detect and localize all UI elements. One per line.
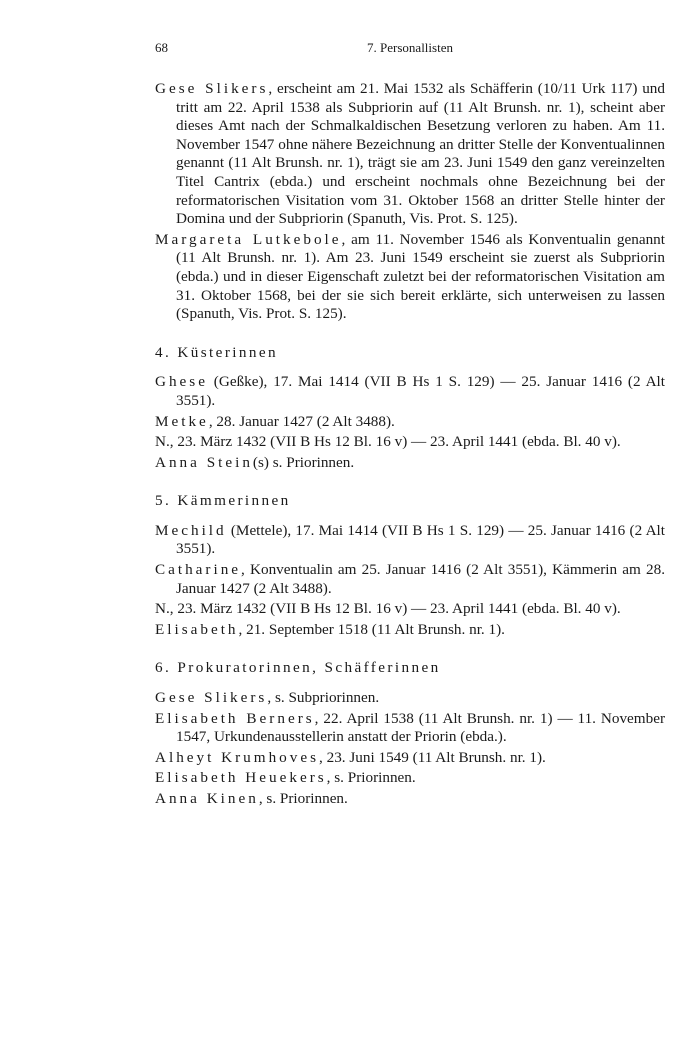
- section-title: 6. Prokuratorinnen, Schäfferinnen: [155, 659, 441, 677]
- list-entry: [155, 433, 665, 452]
- entry-text: , s. Priorinnen.: [258, 790, 348, 807]
- list-entry: [155, 769, 665, 788]
- list-entry: [155, 373, 665, 410]
- entry-name: Gese Slikers: [155, 689, 268, 707]
- entry-name: Alheyt Krumhoves: [155, 748, 319, 766]
- entry-name: Elisabeth Heuekers: [155, 769, 327, 787]
- entry-text: , s. Priorinnen.: [326, 769, 416, 787]
- list-entry: [155, 600, 665, 619]
- entry-text: , 22. April 1538 (11 Alt Brunsh. nr. 1) — 11. November 1547, Urkundenausstellerin anstatt der Priorin (ebda.).: [176, 709, 665, 746]
- running-title: 7. Personallisten: [367, 40, 453, 55]
- section-kuesterinnen: [155, 344, 665, 473]
- list-entry: [155, 80, 665, 229]
- section-title: 5. Kämmerinnen: [155, 492, 291, 510]
- entry-text: , Konventualin am 25. Januar 1416 (2 Alt 3551), Kämmerin am 28. Januar 1427 (2 Alt 3488).: [176, 561, 665, 597]
- entry-text: N., 23. März 1432 (VII B Hs 12 Bl. 16 v) — 23. April 1441 (ebda. Bl. 40 v).: [155, 600, 621, 618]
- entry-name: Ghese: [155, 373, 208, 391]
- page-body: [155, 80, 665, 811]
- list-entry: [155, 561, 665, 598]
- list-entry: [155, 231, 665, 324]
- list-entry: [155, 621, 665, 640]
- list-entry: [155, 522, 665, 559]
- entry-name: Metke: [155, 412, 209, 430]
- entry-text: N., 23. März 1432 (VII B Hs 12 Bl. 16 v) — 23. April 1441 (ebda. Bl. 40 v).: [155, 433, 621, 451]
- entry-name: Margareta Lutkebole: [155, 230, 342, 248]
- page-number: 68: [155, 40, 168, 55]
- section-kaemmerinnen: [155, 492, 665, 639]
- entry-text: , 21. September 1518 (11 Alt Brunsh. nr. 1).: [238, 620, 505, 638]
- entry-text: , 23. Juni 1549 (11 Alt Brunsh. nr. 1).: [319, 748, 546, 766]
- entry-text: , s. Subpriorinnen.: [267, 689, 380, 707]
- entry-text: , 28. Januar 1427 (2 Alt 3488).: [208, 412, 395, 430]
- entry-name: Anna Stein: [155, 453, 253, 471]
- entry-name: Mechild: [155, 521, 227, 539]
- entry-name: Elisabeth Berners: [155, 709, 315, 727]
- list-entry: [155, 689, 665, 708]
- entry-text: , erscheint am 21. Mai 1532 als Schäfferin (10/11 Urk 117) und tritt am 22. April 1538 als Subpriorin auf (11 Alt Brunsh. nr. 1), scheint aber dieses Amt nach der Schmalkaldischen Besetzung verloren zu haben. Am 11. November 1547 ohne nähere Bezeichnung an dritter Stelle der Konventualinnen genannt (11 Alt Brunsh. nr. 1), trägt sie am 23. Juni 1549 den ganz vereinzelten Titel Cantrix (ebda.) und erscheint nochmals ohne Bezeichnung bei der reformatorischen Visitation vom 31. Oktober 1568 an dritter Stelle hinter der Domina und der Subpriorin (Spanuth, Vis. Prot. S. 125).: [176, 80, 665, 228]
- list-entry: [155, 790, 665, 809]
- entry-text: , am 11. November 1546 als Konventualin genannt (11 Alt Brunsh. nr. 1). Am 23. Juni 1549 erscheint sie zuerst als Subpriorin (ebda.) und in dieser Eigenschaft zuletzt bei der reformatorischen Visitation am 31. Oktober 1568, bei der sie sich bereit erklärte, sich unterweisen zu lassen (Spanuth, Vis. Prot. S. 125).: [176, 230, 665, 323]
- entry-name: Anna Kinen: [155, 790, 259, 807]
- section-prokuratorinnen: [155, 659, 665, 808]
- list-entry: [155, 454, 665, 473]
- list-entry: [155, 710, 665, 747]
- page-header: [155, 40, 665, 60]
- entry-name: Elisabeth: [155, 620, 239, 638]
- entry-name: Catharine: [155, 561, 242, 579]
- entry-text: (Mettele), 17. Mai 1414 (VII B Hs 1 S. 129) — 25. Januar 1416 (2 Alt 3551).: [176, 521, 665, 558]
- entry-text: (Geßke), 17. Mai 1414 (VII B Hs 1 S. 129) — 25. Januar 1416 (2 Alt 3551).: [176, 373, 665, 409]
- entry-text: (s) s. Priorinnen.: [252, 453, 355, 471]
- section-title: 4. Küsterinnen: [155, 343, 279, 361]
- list-entry: [155, 749, 665, 768]
- entry-name: Gese Slikers: [155, 80, 269, 97]
- list-entry: [155, 413, 665, 432]
